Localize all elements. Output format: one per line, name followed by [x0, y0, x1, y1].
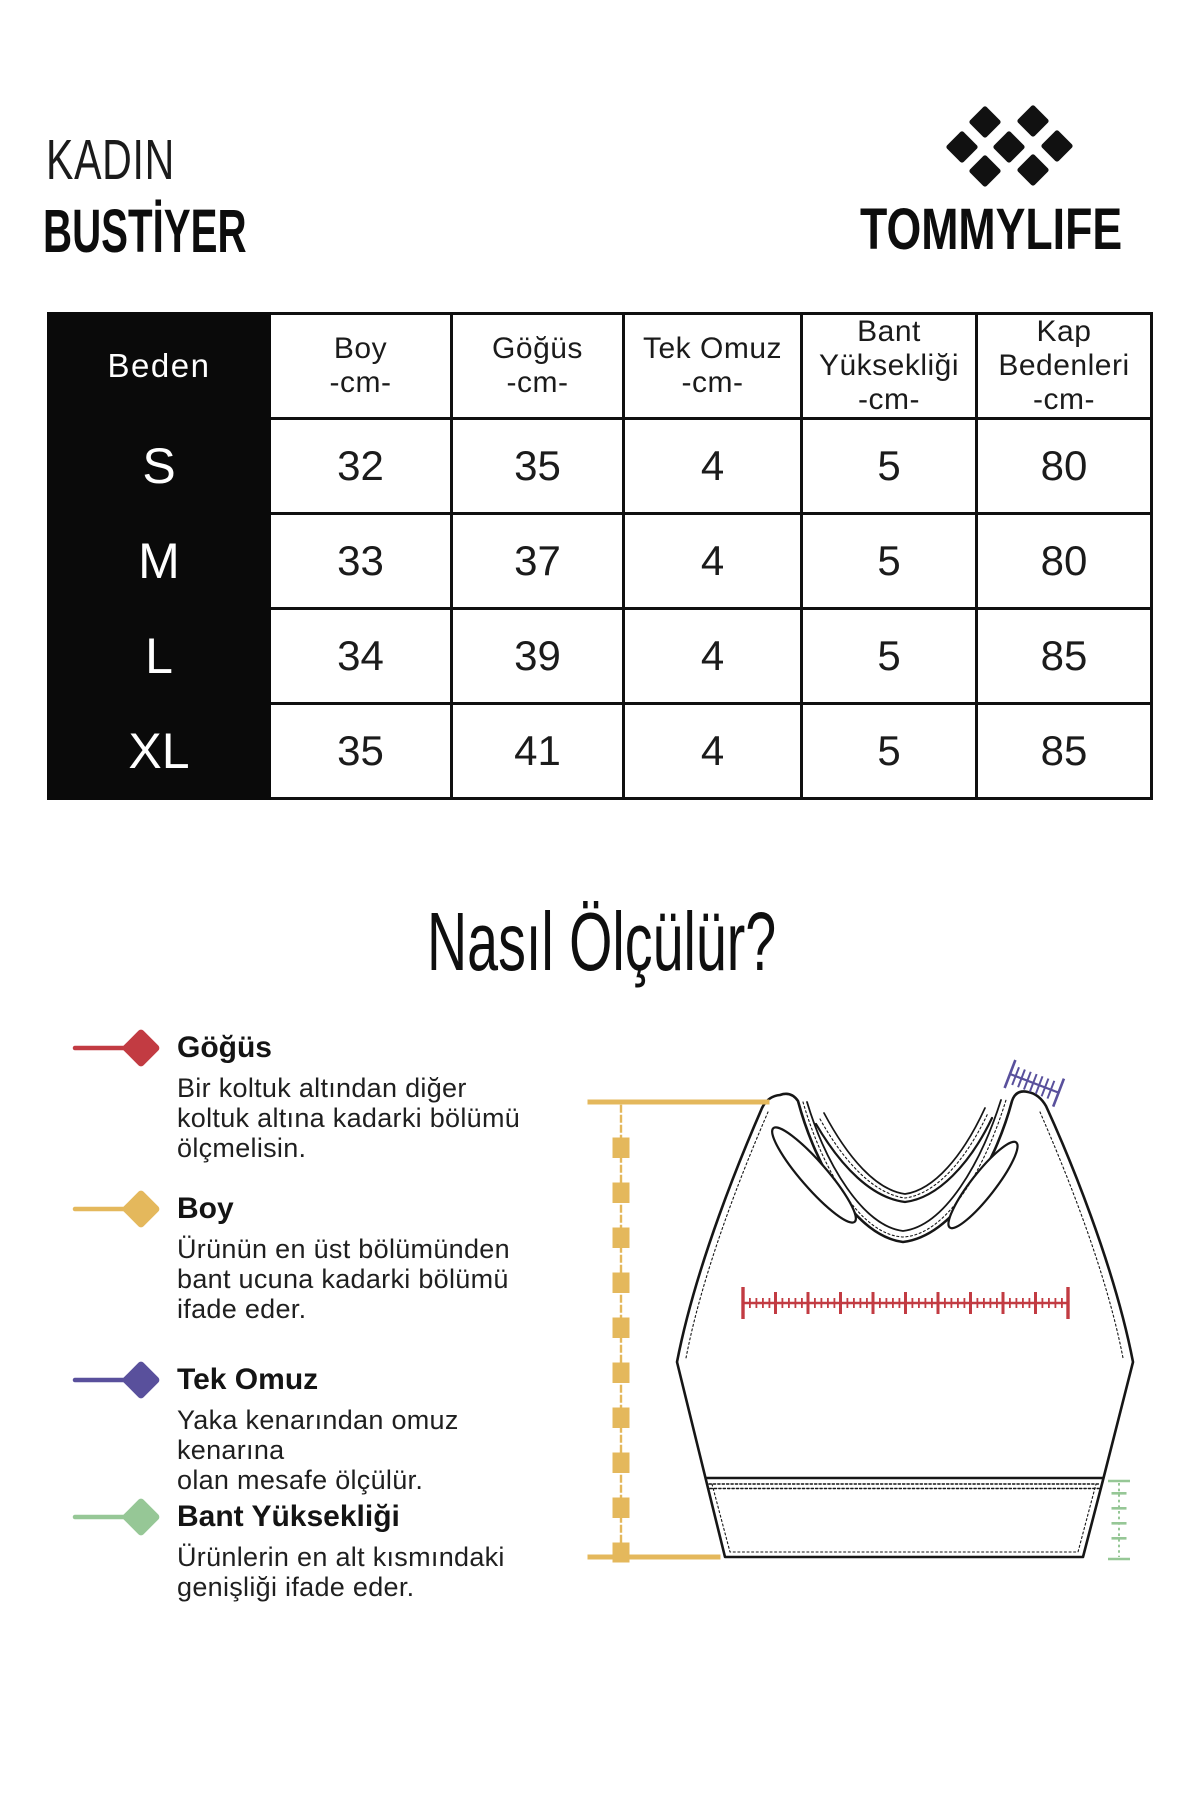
legend-description — [177, 1234, 540, 1324]
description-line: koltuk altına kadarki bölümü — [177, 1103, 521, 1133]
size-table-header-row — [49, 314, 1152, 419]
column-unit: -cm- — [506, 366, 569, 399]
cell-value: 41 — [452, 704, 624, 799]
column-label: Bant Yüksekliği — [818, 315, 960, 382]
legend-item-gogus — [70, 1031, 540, 1163]
column-header-bant-yuksekligi — [802, 314, 977, 419]
cell-value: 5 — [802, 704, 977, 799]
diamond-icon — [121, 1360, 161, 1400]
legend-marker — [70, 1018, 182, 1078]
diamond-icon — [121, 1189, 161, 1229]
legend-description — [177, 1405, 540, 1495]
bustier-outline — [677, 1091, 1133, 1557]
legend-description — [177, 1542, 540, 1602]
column-label: Boy — [333, 332, 388, 365]
column-unit: -cm- — [681, 366, 744, 399]
legend-item-bant-yuksekligi — [70, 1500, 540, 1602]
size-label: XL — [49, 704, 270, 799]
cell-value: 33 — [270, 514, 452, 609]
brand-name: TOMMYLIFE — [860, 197, 1123, 262]
description-line: Ürünlerin en alt kısmındaki — [177, 1542, 505, 1572]
table-row-xl — [49, 704, 1152, 799]
description-line: Bir koltuk altından diğer — [177, 1073, 467, 1103]
bra-measurement-diagram — [560, 1040, 1160, 1580]
legend-title: Boy — [177, 1192, 234, 1225]
legend-item-boy — [70, 1192, 540, 1324]
cell-value: 4 — [624, 514, 802, 609]
column-label: Kap Bedenleri — [998, 315, 1130, 382]
column-header-boy — [270, 314, 452, 419]
column-unit: -cm- — [858, 383, 920, 416]
column-header-tek-omuz — [624, 314, 802, 419]
diamond-icon — [121, 1028, 161, 1068]
legend-marker — [70, 1487, 182, 1547]
cell-value: 5 — [802, 419, 977, 514]
header-category: KADIN — [46, 128, 176, 192]
cell-value: 5 — [802, 514, 977, 609]
legend-description — [177, 1073, 540, 1163]
header-product-type: BUSTİYER — [43, 197, 247, 265]
table-row-s — [49, 419, 1152, 514]
table-row-l — [49, 609, 1152, 704]
cell-value: 5 — [802, 609, 977, 704]
column-label: Tek Omuz — [642, 332, 783, 365]
cell-value: 34 — [270, 609, 452, 704]
column-header-gogus — [452, 314, 624, 419]
cell-value: 32 — [270, 419, 452, 514]
cell-value: 4 — [624, 609, 802, 704]
legend-title: Bant Yüksekliği — [177, 1500, 400, 1533]
table-row-m — [49, 514, 1152, 609]
description-line: olan mesafe ölçülür. — [177, 1465, 424, 1495]
description-line: genişliği ifade eder. — [177, 1572, 415, 1602]
cell-value: 37 — [452, 514, 624, 609]
description-line: ölçmelisin. — [177, 1133, 307, 1163]
column-label: Beden — [107, 347, 211, 384]
brand-logo — [945, 86, 1095, 192]
size-table — [47, 312, 1153, 800]
description-line: Yaka kenarından omuz kenarına — [177, 1405, 459, 1465]
cell-value: 35 — [452, 419, 624, 514]
diamond-icon — [121, 1497, 161, 1537]
description-line: Ürünün en üst bölümünden — [177, 1234, 510, 1264]
cell-value: 35 — [270, 704, 452, 799]
legend-title: Göğüs — [177, 1031, 272, 1064]
cell-value: 80 — [977, 419, 1152, 514]
cell-value: 4 — [624, 704, 802, 799]
size-label: L — [49, 609, 270, 704]
legend-title: Tek Omuz — [177, 1363, 319, 1396]
bant-ruler — [1108, 1481, 1130, 1559]
legend-marker — [70, 1350, 182, 1410]
description-line: bant ucuna kadarki bölümü — [177, 1264, 509, 1294]
cell-value: 4 — [624, 419, 802, 514]
cell-value: 85 — [977, 609, 1152, 704]
legend-item-tek-omuz — [70, 1363, 540, 1495]
cell-value: 80 — [977, 514, 1152, 609]
column-unit: -cm- — [1033, 383, 1095, 416]
legend-marker — [70, 1179, 182, 1239]
column-header-beden — [49, 314, 270, 419]
column-label: Göğüs — [492, 332, 583, 365]
cell-value: 85 — [977, 704, 1152, 799]
size-label: S — [49, 419, 270, 514]
description-line: ifade eder. — [177, 1294, 307, 1324]
size-label: M — [49, 514, 270, 609]
column-unit: -cm- — [329, 366, 392, 399]
measure-section-title: Nasıl Ölçülür? — [427, 895, 777, 988]
diamonds-logo-icon — [945, 104, 1073, 187]
cell-value: 39 — [452, 609, 624, 704]
column-header-kap-bedenleri — [977, 314, 1152, 419]
